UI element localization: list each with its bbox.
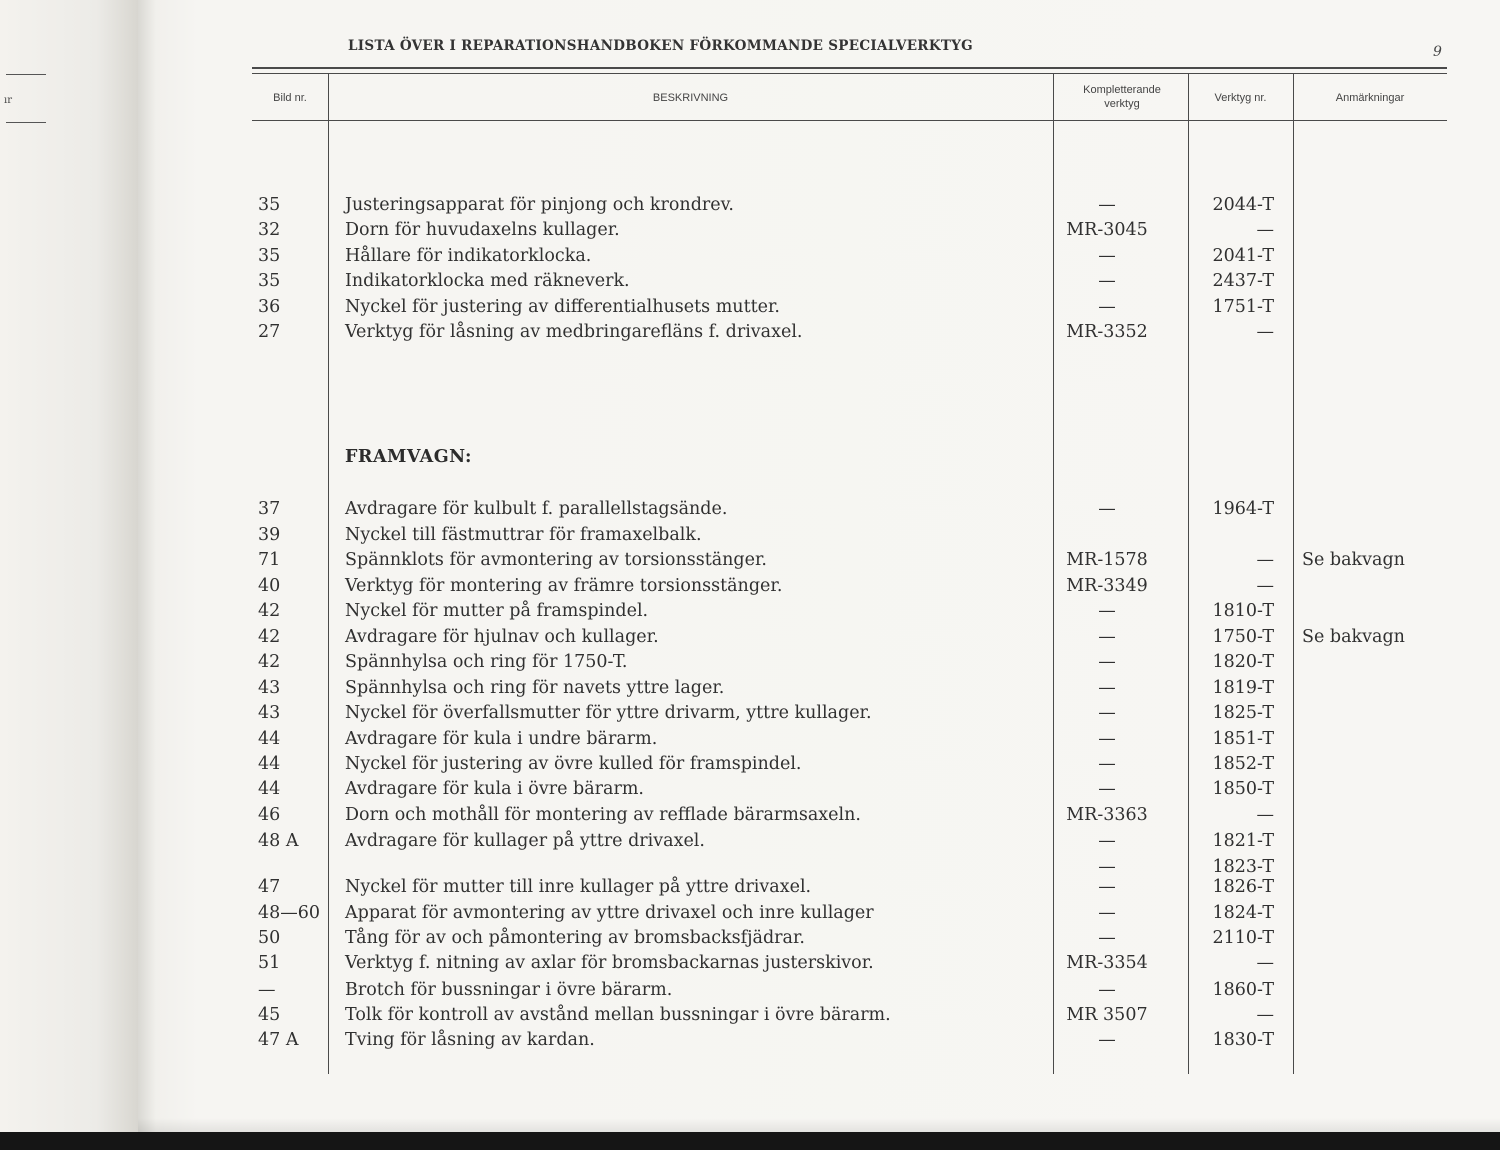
cell-bild-nr: 43 bbox=[258, 678, 281, 698]
cell-kompletterande: — bbox=[1098, 729, 1116, 749]
left-facing-page bbox=[0, 0, 138, 1150]
cell-kompletterande: — bbox=[1098, 831, 1116, 851]
cell-bild-nr: 37 bbox=[258, 499, 281, 519]
header-top-rule-thin bbox=[252, 73, 1447, 74]
cell-bild-nr: 44 bbox=[258, 729, 281, 749]
column-header-anmarkningar: Anmärkningar bbox=[1335, 92, 1405, 104]
cell-bild-nr: 47 A bbox=[258, 1030, 299, 1050]
section-heading: FRAMVAGN: bbox=[345, 447, 472, 467]
cell-kompletterande: — bbox=[1098, 857, 1116, 877]
cell-verktyg-nr: 1851-T bbox=[1212, 729, 1274, 749]
column-divider bbox=[1188, 74, 1189, 1074]
cell-verktyg-nr: 1751-T bbox=[1212, 297, 1274, 317]
cell-bild-nr: 36 bbox=[258, 297, 281, 317]
header-top-rule bbox=[252, 67, 1447, 69]
header-bottom-rule bbox=[252, 120, 1447, 121]
cell-verktyg-nr: 1852-T bbox=[1212, 754, 1274, 774]
cell-verktyg-nr: 1860-T bbox=[1212, 980, 1274, 1000]
cell-bild-nr: 48—60 bbox=[258, 903, 321, 923]
cell-bild-nr: 47 bbox=[258, 877, 281, 897]
cell-beskrivning: Spännklots för avmontering av torsionsstänger. bbox=[345, 550, 767, 570]
cell-beskrivning: Tving för låsning av kardan. bbox=[345, 1030, 595, 1050]
cell-beskrivning: Apparat för avmontering av yttre drivaxel och inre kullager bbox=[345, 903, 874, 923]
cell-verktyg-nr: 1825-T bbox=[1212, 703, 1274, 723]
cell-verktyg-nr: 1819-T bbox=[1212, 678, 1274, 698]
cell-verktyg-nr: 2110-T bbox=[1212, 928, 1274, 948]
cell-kompletterande: MR-3363 bbox=[1066, 805, 1148, 825]
cell-bild-nr: 35 bbox=[258, 246, 281, 266]
cell-kompletterande: — bbox=[1098, 297, 1116, 317]
cell-anmarkningar: Se bakvagn bbox=[1302, 627, 1405, 647]
cell-bild-nr: 32 bbox=[258, 220, 281, 240]
cell-beskrivning: Nyckel för justering av differentialhusets mutter. bbox=[345, 297, 780, 317]
cell-verktyg-nr: 1830-T bbox=[1212, 1030, 1274, 1050]
column-header-bild-nr: Bild nr. bbox=[273, 92, 307, 104]
cell-verktyg-nr: 1826-T bbox=[1212, 877, 1274, 897]
cell-kompletterande: MR 3507 bbox=[1066, 1005, 1148, 1025]
cell-bild-nr: 39 bbox=[258, 525, 281, 545]
cell-kompletterande: — bbox=[1098, 601, 1116, 621]
cell-kompletterande: — bbox=[1098, 928, 1116, 948]
cell-kompletterande: — bbox=[1098, 703, 1116, 723]
cell-kompletterande: — bbox=[1098, 246, 1116, 266]
cell-beskrivning: Tång för av och påmontering av bromsbacksfjädrar. bbox=[345, 928, 805, 948]
cell-verktyg-nr: 1824-T bbox=[1212, 903, 1274, 923]
cell-beskrivning: Nyckel för mutter till inre kullager på yttre drivaxel. bbox=[345, 877, 812, 897]
cell-beskrivning: Indikatorklocka med räkneverk. bbox=[345, 271, 630, 291]
cell-bild-nr: 27 bbox=[258, 322, 281, 342]
cell-kompletterande: — bbox=[1098, 877, 1116, 897]
cell-bild-nr: 43 bbox=[258, 703, 281, 723]
column-header-beskrivning: BESKRIVNING bbox=[652, 92, 729, 104]
cell-beskrivning: Verktyg för låsning av medbringarefläns f. drivaxel. bbox=[345, 322, 803, 342]
cell-beskrivning: Avdragare för hjulnav och kullager. bbox=[345, 627, 659, 647]
cell-kompletterande: — bbox=[1098, 754, 1116, 774]
cell-kompletterande: — bbox=[1098, 779, 1116, 799]
cell-verktyg-nr: — bbox=[1256, 805, 1274, 825]
cell-beskrivning: Hållare för indikatorklocka. bbox=[345, 246, 592, 266]
cell-bild-nr: 35 bbox=[258, 271, 281, 291]
cell-beskrivning: Dorn och mothåll för montering av refflade bärarmsaxeln. bbox=[345, 805, 861, 825]
cell-beskrivning: Dorn för huvudaxelns kullager. bbox=[345, 220, 620, 240]
cell-kompletterande: — bbox=[1098, 195, 1116, 215]
cell-kompletterande: MR-3349 bbox=[1066, 576, 1148, 596]
cell-beskrivning: Avdragare för kullager på yttre drivaxel. bbox=[345, 831, 705, 851]
cell-bild-nr: 42 bbox=[258, 652, 281, 672]
cell-verktyg-nr: — bbox=[1256, 953, 1274, 973]
left-page-rule bbox=[6, 122, 46, 123]
cell-beskrivning: Spännhylsa och ring för 1750-T. bbox=[345, 652, 628, 672]
cell-verktyg-nr: 1820-T bbox=[1212, 652, 1274, 672]
scan-edge bbox=[0, 1132, 1500, 1150]
cell-bild-nr: 42 bbox=[258, 627, 281, 647]
cell-verktyg-nr: 2044-T bbox=[1212, 195, 1274, 215]
page-number: 9 bbox=[1433, 44, 1442, 60]
cell-beskrivning: Avdragare för kula i undre bärarm. bbox=[345, 729, 658, 749]
cell-verktyg-nr: 2437-T bbox=[1212, 271, 1274, 291]
cell-beskrivning: Verktyg f. nitning av axlar för bromsbackarnas justerskivor. bbox=[345, 953, 874, 973]
cell-beskrivning: Nyckel för överfallsmutter för yttre drivarm, yttre kullager. bbox=[345, 703, 872, 723]
cell-bild-nr: 50 bbox=[258, 928, 281, 948]
column-divider bbox=[1053, 74, 1054, 1074]
cell-verktyg-nr: — bbox=[1256, 1005, 1274, 1025]
left-page-rule bbox=[6, 74, 46, 75]
cell-beskrivning: Justeringsapparat för pinjong och krondrev. bbox=[345, 195, 734, 215]
cell-kompletterande: — bbox=[1098, 678, 1116, 698]
cell-beskrivning: Tolk för kontroll av avstånd mellan bussningar i övre bärarm. bbox=[345, 1005, 891, 1025]
cell-bild-nr: 44 bbox=[258, 754, 281, 774]
cell-verktyg-nr: 1964-T bbox=[1212, 499, 1274, 519]
cell-beskrivning: Avdragare för kulbult f. parallellstagsände. bbox=[345, 499, 728, 519]
cell-kompletterande: — bbox=[1098, 903, 1116, 923]
cell-verktyg-nr: 1821-T bbox=[1212, 831, 1274, 851]
cell-kompletterande: — bbox=[1098, 1030, 1116, 1050]
cell-beskrivning: Avdragare för kula i övre bärarm. bbox=[345, 779, 644, 799]
cell-kompletterande: — bbox=[1098, 271, 1116, 291]
cell-kompletterande: — bbox=[1098, 652, 1116, 672]
cell-bild-nr: 48 A bbox=[258, 831, 299, 851]
cell-verktyg-nr: 1850-T bbox=[1212, 779, 1274, 799]
cell-kompletterande: — bbox=[1098, 627, 1116, 647]
cell-kompletterande: MR-3045 bbox=[1066, 220, 1148, 240]
cell-verktyg-nr: — bbox=[1256, 220, 1274, 240]
cell-beskrivning: Nyckel för mutter på framspindel. bbox=[345, 601, 649, 621]
cell-kompletterande: — bbox=[1098, 980, 1116, 1000]
column-header-verktyg-nr: Verktyg nr. bbox=[1214, 92, 1267, 104]
column-divider bbox=[1293, 74, 1294, 1074]
page-title: LISTA ÖVER I REPARATIONSHANDBOKEN FÖRKOMMANDE SPECIALVERKTYG bbox=[348, 38, 973, 54]
cell-verktyg-nr: 2041-T bbox=[1212, 246, 1274, 266]
cell-kompletterande: MR-1578 bbox=[1066, 550, 1148, 570]
cell-kompletterande: MR-3352 bbox=[1066, 322, 1148, 342]
cell-kompletterande: MR-3354 bbox=[1066, 953, 1148, 973]
cell-verktyg-nr: 1810-T bbox=[1212, 601, 1274, 621]
cell-beskrivning: Nyckel till fästmuttrar för framaxelbalk. bbox=[345, 525, 702, 545]
cell-verktyg-nr: — bbox=[1256, 576, 1274, 596]
cell-verktyg-nr: — bbox=[1256, 550, 1274, 570]
cell-beskrivning: Brotch för bussningar i övre bärarm. bbox=[345, 980, 673, 1000]
cell-bild-nr: 45 bbox=[258, 1005, 281, 1025]
cell-bild-nr: 51 bbox=[258, 953, 281, 973]
cell-anmarkningar: Se bakvagn bbox=[1302, 550, 1405, 570]
left-page-fragment: ır bbox=[4, 95, 12, 106]
cell-bild-nr: 40 bbox=[258, 576, 281, 596]
cell-verktyg-nr: 1823-T bbox=[1212, 857, 1274, 877]
cell-verktyg-nr: 1750-T bbox=[1212, 627, 1274, 647]
cell-bild-nr: — bbox=[258, 980, 276, 1000]
column-divider bbox=[328, 74, 329, 1074]
cell-beskrivning: Nyckel för justering av övre kulled för framspindel. bbox=[345, 754, 802, 774]
cell-beskrivning: Verktyg för montering av främre torsionsstänger. bbox=[345, 576, 783, 596]
cell-bild-nr: 42 bbox=[258, 601, 281, 621]
cell-kompletterande: — bbox=[1098, 499, 1116, 519]
cell-bild-nr: 46 bbox=[258, 805, 281, 825]
cell-bild-nr: 35 bbox=[258, 195, 281, 215]
cell-verktyg-nr: — bbox=[1256, 322, 1274, 342]
cell-bild-nr: 71 bbox=[258, 550, 281, 570]
cell-bild-nr: 44 bbox=[258, 779, 281, 799]
column-header-kompletterande: Kompletterande verktyg bbox=[1083, 84, 1161, 110]
cell-beskrivning: Spännhylsa och ring för navets yttre lager. bbox=[345, 678, 725, 698]
